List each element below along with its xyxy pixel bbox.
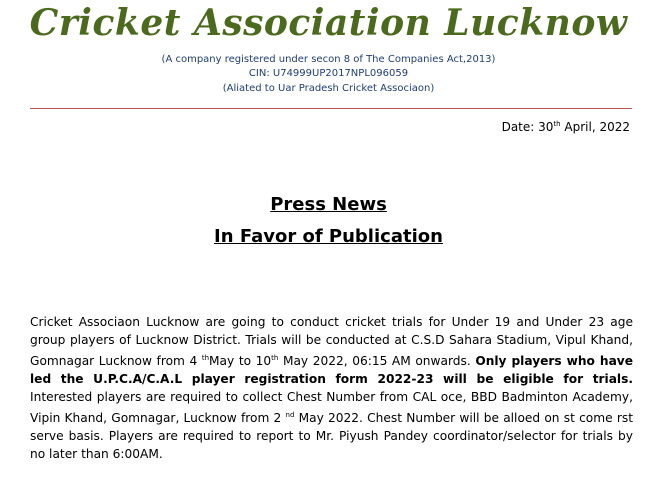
body-part-3: May 2022, 06:15 AM onwards. — [278, 354, 476, 369]
press-news-title: Press News — [270, 194, 387, 215]
body-part-4: Interested players are required to collect Chest Number from CAL oce, BBD Badminton Academy, Vipin Khand, Gomnagar, Lucknow from 2 — [30, 390, 633, 426]
announcement-paragraph — [30, 313, 633, 463]
date-prefix: Date: 30 — [501, 120, 554, 134]
registration-line: (A company registered under secon 8 of The Companies Act,2013) — [161, 54, 496, 65]
body-sup-1: th — [201, 354, 210, 362]
eligibility-notice: Only players who have led the U.P.C.A/C.A.L player registration form 2022-23 will be eligible for trials. — [30, 354, 633, 387]
press-date — [502, 116, 630, 135]
affiliation-line: (Aliated to Uar Pradesh Cricket Associaon) — [222, 83, 435, 94]
organization-name: Cricket Association Lucknow — [29, 2, 628, 44]
body-sup-2: th — [271, 354, 279, 362]
body-part-2: May to 10 — [209, 354, 272, 369]
header-divider — [30, 108, 632, 109]
body-sup-3: nd — [285, 411, 295, 420]
date-rest: April, 2022 — [560, 120, 630, 134]
publication-subtitle: In Favor of Publication — [214, 226, 443, 247]
cin-number: CIN: U74999UP2017NPL096059 — [248, 68, 409, 79]
date-suffix: th — [553, 120, 561, 128]
body-part-1: Cricket Associaon Lucknow are going to conduct cricket trials for Under 19 and Under 23 age group players of Lucknow District. Trials will be conducted at C.S.D Sahara Stadium, Vipul Khand, Gomnagar Lucknow from 4 — [30, 315, 633, 369]
body-part-5: May 2022. Chest Number will be alloed on st come rst serve basis. Players are required to report to Mr. Piyush Pandey coordinator/selector for trials by no later than 6:00AM. — [30, 411, 633, 462]
